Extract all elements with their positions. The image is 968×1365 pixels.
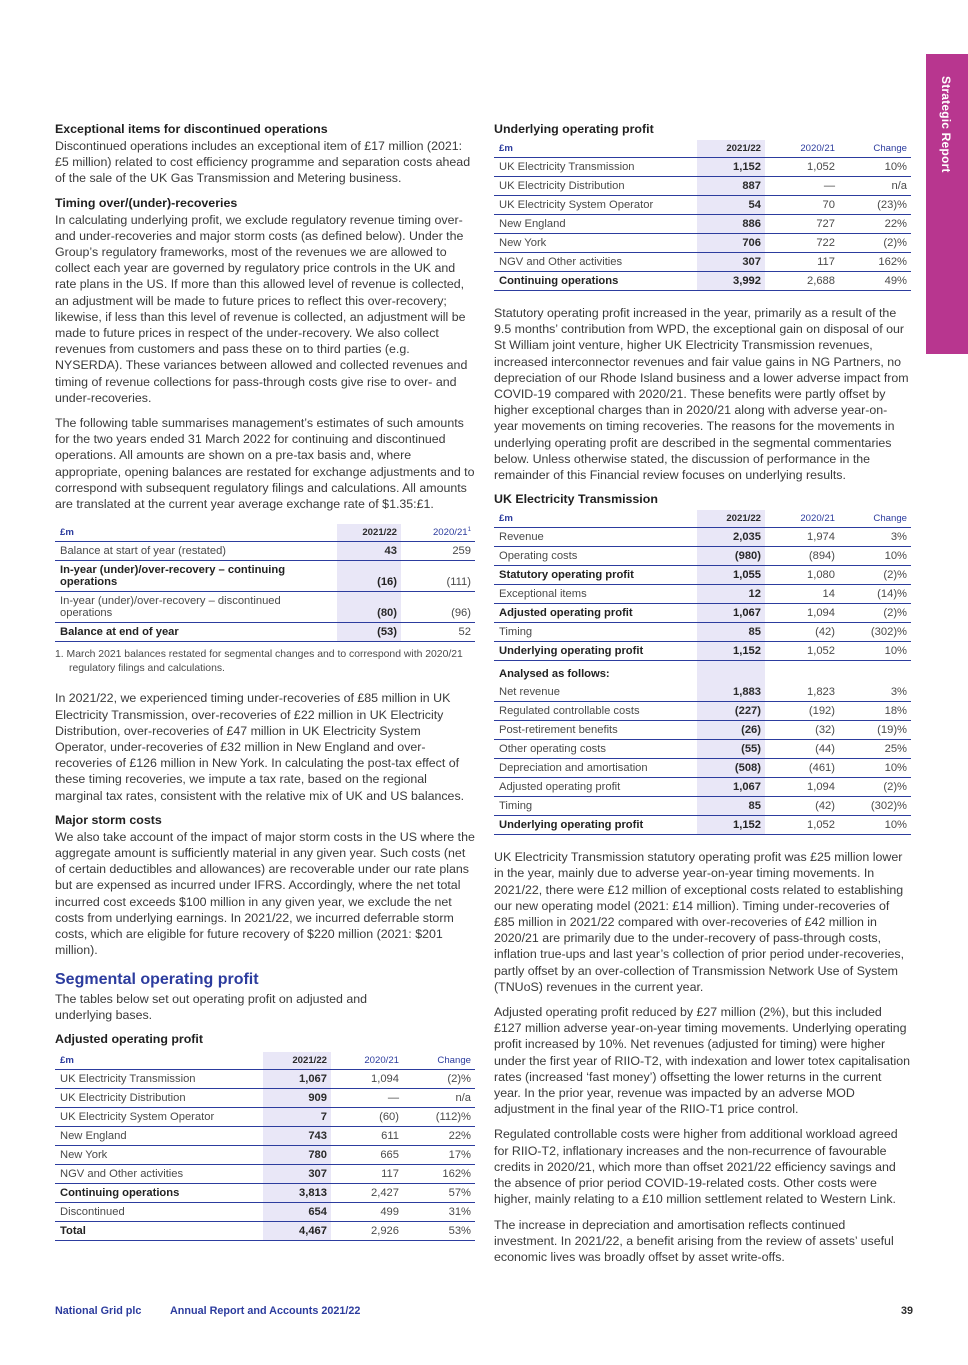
col-header: 2021/22: [697, 510, 765, 528]
table-row: [55, 1164, 475, 1183]
table-cell: 12: [697, 585, 765, 604]
table-cell: 499: [331, 1202, 403, 1221]
table-cell: UK Electricity Transmission: [494, 158, 697, 177]
uket-paragraph-3: Regulated controllable costs were higher from additional workload agreed for RIIO-T2, inflationary increases and the non-recurrence of favourable credits in 2020/21, which more than offset 2021/22 efficiency savings and the absence of prior period COVID-19-related costs. Other costs were higher, mainly relating to a £10 million settlement related to Western Link.: [494, 1127, 898, 1207]
right-column: [494, 122, 911, 1265]
table-cell: 886: [697, 215, 765, 234]
table-row: [55, 1107, 475, 1126]
table-cell: 1,067: [697, 778, 765, 797]
table-cell: 1,094: [765, 778, 839, 797]
table-cell: Operating costs: [494, 547, 697, 566]
table-row: [494, 797, 911, 816]
table-cell: 1,052: [765, 158, 839, 177]
table-cell: (508): [697, 759, 765, 778]
table-row: [494, 196, 911, 215]
table-cell: 1,067: [263, 1069, 331, 1088]
table-cell: UK Electricity System Operator: [55, 1107, 263, 1126]
table-cell: Underlying operating profit: [494, 642, 697, 661]
adjusted-table-title: Adjusted operating profit: [55, 1031, 203, 1046]
table-cell: New York: [494, 234, 697, 253]
table-cell: (14)%: [839, 585, 911, 604]
table-cell: (192): [765, 702, 839, 721]
timing-paragraph: In calculating underlying profit, we exclude regulatory revenue timing over- and under-recoveries and major storm costs (as defined below). Under the Group’s regulatory frameworks, most of the revenues we are allowed to collect each year are governed by regulatory price controls in the UK and rate plans in the US. If more than this allowed level of revenue is collected, an adjustment will be made to future prices to reflect this over-recovery; likewise, if less than this level of revenue is collected, an adjustment will be made to future prices in respect of the under-recovery. We also collect revenues from customers and pass these on to third parties (e.g. NYSERDA). These variances between allowed and collected revenues and timing of revenue collections for pass-through costs give rise to over- and under-recoveries.: [55, 212, 468, 405]
table-cell: —: [765, 177, 839, 196]
table-cell: 1,052: [765, 642, 839, 661]
table-row: [494, 604, 911, 623]
table-cell: 2,926: [331, 1221, 403, 1240]
table-cell: New England: [55, 1126, 263, 1145]
segmental-paragraph: The tables below set out operating profit on adjusted and underlying bases.: [55, 991, 368, 1022]
table-cell: 722: [765, 234, 839, 253]
table-cell: 743: [263, 1126, 331, 1145]
table-cell: Other operating costs: [494, 740, 697, 759]
table-cell: (2)%: [839, 604, 911, 623]
table-row: [494, 759, 911, 778]
table-cell: 1,055: [697, 566, 765, 585]
table-cell: 18%: [839, 702, 911, 721]
col-header: $2020/21^1$: [401, 524, 475, 542]
table-cell: (2)%: [839, 234, 911, 253]
table-cell: Statutory operating profit: [494, 566, 697, 585]
table-cell: 2,688: [765, 272, 839, 291]
table-row: [55, 1183, 475, 1202]
col-header: Change: [839, 510, 911, 528]
table-row: [55, 1126, 475, 1145]
table-cell: 654: [263, 1202, 331, 1221]
left-column: [55, 122, 475, 1241]
table-cell: (32): [765, 721, 839, 740]
table-row: [55, 1088, 475, 1107]
col-header: 2020/21: [765, 510, 839, 528]
table-cell: (44): [765, 740, 839, 759]
table-cell: 31%: [403, 1202, 475, 1221]
table-cell: 1,067: [697, 604, 765, 623]
uket-table: [494, 510, 911, 835]
table-row: Balance at start of year (restated) 43 259: [55, 542, 475, 561]
table-cell: UK Electricity Distribution: [494, 177, 697, 196]
table-cell: 117: [765, 253, 839, 272]
table-row: Balance at end of year (53) 52: [55, 623, 475, 642]
table-cell: (2)%: [839, 566, 911, 585]
table-cell: UK Electricity Distribution: [55, 1088, 263, 1107]
table-row: [494, 547, 911, 566]
table-row: [494, 177, 911, 196]
table-cell: 10%: [839, 158, 911, 177]
col-header: 2021/22: [263, 1052, 331, 1070]
table-cell: 706: [697, 234, 765, 253]
table-cell: NGV and Other activities: [55, 1164, 263, 1183]
table-cell: Total: [55, 1221, 263, 1240]
col-header: £m: [494, 510, 697, 528]
col-header: 2021/22: [697, 140, 765, 158]
table-cell: 117: [331, 1164, 403, 1183]
col-header: £m: [494, 140, 697, 158]
page-number: 39: [900, 1305, 913, 1317]
statutory-paragraph: Statutory operating profit increased in the year, primarily as a result of the 9.5 months’ contribution from WPD, the exceptional gain on disposal of our St William joint venture, higher UK Electricity Transmission revenues, increased interconnector revenues and fair value gains in NG Partners, no depreciation of our Rhode Island business and a lower adverse impact from COVID-19 compared with 2020/21. These benefits were partly offset by higher exceptional charges than in 2020/21 along with adverse year-on-year movements on timing recoveries. The reasons for the movements in underlying operating profit are described in the segmental commentaries below. Unless otherwise stated, the discussion of performance in the remainder of this Financial review focuses on underlying results.: [494, 306, 909, 483]
table-row: [494, 702, 911, 721]
table-cell: (894): [765, 547, 839, 566]
table-cell: 3,813: [263, 1183, 331, 1202]
table-cell: 1,974: [765, 528, 839, 547]
table-row: [494, 272, 911, 291]
table-cell: (2)%: [403, 1069, 475, 1088]
table-cell: 3%: [839, 528, 911, 547]
balance-table: [55, 524, 475, 642]
table-cell: 1,152: [697, 642, 765, 661]
table-cell: (23)%: [839, 196, 911, 215]
table-cell: 780: [263, 1145, 331, 1164]
uket-paragraph-2: Adjusted operating profit reduced by £27 million (2%), but this included £127 million adverse year-on-year timing movements. Underlying operating profit increased by 10%. Net revenues (adjusted for timing) were higher under the first year of RIIO-T2, with indexation and lower totex capitalisation rates (increased ‘fast money’) offsetting the lower returns in the current year. In the prior year, revenue was impacted by an adverse MOD adjustment in the final year of the RIIO-T1 price control.: [494, 1005, 910, 1117]
table-cell: 887: [697, 177, 765, 196]
table-cell: n/a: [403, 1088, 475, 1107]
table-cell: 1,094: [331, 1069, 403, 1088]
table-intro-paragraph: The following table summarises management’s estimates of such amounts for the two years ended 31 March 2022 for continuing and discontinued operations. All amounts are shown on a pre-tax basis and, where appropriate, opening balances are restated for exchange adjustments and to correspond with subsequent regulatory filings and calculations. All amounts are translated at the current year average exchange rate of $1.35:£1.: [55, 416, 475, 512]
table-cell: 611: [331, 1126, 403, 1145]
table-cell: 85: [697, 623, 765, 642]
table-cell: 307: [263, 1164, 331, 1183]
table-row: [494, 683, 911, 702]
table-cell: 1,883: [697, 683, 765, 702]
table-cell: Exceptional items: [494, 585, 697, 604]
recoveries-paragraph: In 2021/22, we experienced timing under-recoveries of £85 million in UK Electricity Transmission, over-recoveries of £22 million in UK Electricity Distribution, over-recoveries of £47 million in UK Electricity System Operator, under-recoveries of £32 million in New England and over-recoveries of £126 million in New York. In calculating the post-tax effect of these timing recoveries, we impute a tax rate, based on the regional marginal tax rates, consistent with the relative mix of UK and US balances.: [55, 691, 465, 803]
table-cell: 54: [697, 196, 765, 215]
table-cell: Adjusted operating profit: [494, 778, 697, 797]
table-cell: 727: [765, 215, 839, 234]
table-cell: 4,467: [263, 1221, 331, 1240]
table-row: In-year (under)/over-recovery – discontinued operations (80) (96): [55, 592, 475, 623]
table-row: [494, 721, 911, 740]
table-cell: 70: [765, 196, 839, 215]
table-cell: Adjusted operating profit: [494, 604, 697, 623]
table-cell: (26): [697, 721, 765, 740]
adjusted-profit-table: [55, 1052, 475, 1241]
table-footnote: 1. March 2021 balances restated for segmental changes and to correspond with 2020/21 regulatory filings and calculations.: [55, 649, 463, 675]
table-cell: 1,080: [765, 566, 839, 585]
underlying-table-title: Underlying operating profit: [494, 122, 654, 136]
table-row: [494, 158, 911, 177]
table-cell: Post-retirement benefits: [494, 721, 697, 740]
section-tab[interactable]: [926, 54, 968, 354]
col-header: £m: [55, 1052, 263, 1070]
col-header: 2020/21: [765, 140, 839, 158]
underlying-profit-table: [494, 140, 911, 291]
table-cell: n/a: [839, 177, 911, 196]
footer-report-title: Annual Report and Accounts 2021/22: [170, 1305, 361, 1317]
table-row: [494, 585, 911, 604]
table-cell: (227): [697, 702, 765, 721]
col-header: Change: [403, 1052, 475, 1070]
table-cell: (60): [331, 1107, 403, 1126]
table-cell: UK Electricity System Operator: [494, 196, 697, 215]
table-cell: 1,094: [765, 604, 839, 623]
table-cell: Continuing operations: [55, 1183, 263, 1202]
table-row: [55, 1145, 475, 1164]
table-cell: 7: [263, 1107, 331, 1126]
table-row: [494, 215, 911, 234]
uket-paragraph-4: The increase in depreciation and amortisation reflects continued investment. In 2021/22, a benefit arising from the review of assets’ useful economic lives was broadly offset by asset write-offs.: [494, 1217, 894, 1264]
table-cell: Regulated controllable costs: [494, 702, 697, 721]
table-cell: 10%: [839, 816, 911, 835]
uket-paragraph-1: UK Electricity Transmission statutory operating profit was £25 million lower in the year, mainly due to adverse year-on-year timing movements. In 2021/22, there were £12 million of exceptional costs related to establishing our new operating model (2021: £14 million). Timing under-recoveries of £85 million in 2021/22 compared with over-recoveries of £42 million in 2020/21 are primarily due to the under-recovery of pass-through costs, inflation true-ups and last year’s collection of prior period under-recoveries, partly offset by an over-collection of Transmission Network Use of System (TNUoS) revenues in the current year.: [494, 850, 905, 994]
table-cell: (19)%: [839, 721, 911, 740]
table-cell: 3%: [839, 683, 911, 702]
table-cell: Continuing operations: [494, 272, 697, 291]
table-row: In-year (under)/over-recovery – continuing operations (16) (111): [55, 561, 475, 592]
exceptional-paragraph: Discontinued operations includes an exceptional item of £17 million (2021: £5 million) related to cost efficiency programme and separation costs ahead of the sale of the UK Gas Transmission and Metering business.: [55, 139, 471, 186]
table-row: [494, 566, 911, 585]
table-cell: New England: [494, 215, 697, 234]
table-row: [494, 234, 911, 253]
table-row: [494, 623, 911, 642]
table-row: [55, 1221, 475, 1240]
table-cell: 25%: [839, 740, 911, 759]
table-cell: 10%: [839, 547, 911, 566]
table-row: [494, 528, 911, 547]
analysed-label-row: [494, 661, 911, 684]
table-cell: 17%: [403, 1145, 475, 1164]
table-cell: 1,152: [697, 816, 765, 835]
table-cell: (461): [765, 759, 839, 778]
table-cell: (302)%: [839, 623, 911, 642]
table-cell: (55): [697, 740, 765, 759]
table-cell: UK Electricity Transmission: [55, 1069, 263, 1088]
table-row: [494, 253, 911, 272]
table-cell: (112)%: [403, 1107, 475, 1126]
table-cell: 10%: [839, 642, 911, 661]
table-cell: 10%: [839, 759, 911, 778]
table-cell: Revenue: [494, 528, 697, 547]
table-row: [494, 816, 911, 835]
section-tab-label: Strategic Report: [939, 76, 953, 173]
table-cell: Discontinued: [55, 1202, 263, 1221]
table-cell: 49%: [839, 272, 911, 291]
table-row: [494, 642, 911, 661]
table-cell: Net revenue: [494, 683, 697, 702]
table-row: [55, 1202, 475, 1221]
col-header: Change: [839, 140, 911, 158]
table-cell: 1,152: [697, 158, 765, 177]
table-cell: 14: [765, 585, 839, 604]
table-cell: 85: [697, 797, 765, 816]
footer-company: National Grid plc: [55, 1305, 142, 1317]
table-cell: Underlying operating profit: [494, 816, 697, 835]
table-cell: 22%: [839, 215, 911, 234]
exceptional-heading: Exceptional items for discontinued operations: [55, 122, 328, 136]
table-cell: 162%: [403, 1164, 475, 1183]
table-cell: 162%: [839, 253, 911, 272]
table-cell: (42): [765, 797, 839, 816]
table-cell: (2)%: [839, 778, 911, 797]
table-cell: 53%: [403, 1221, 475, 1240]
table-cell: New York: [55, 1145, 263, 1164]
table-cell: 1,823: [765, 683, 839, 702]
table-cell: 3,992: [697, 272, 765, 291]
col-header: £m: [55, 524, 337, 542]
table-cell: 2,035: [697, 528, 765, 547]
table-cell: 57%: [403, 1183, 475, 1202]
timing-heading: Timing over/(under)-recoveries: [55, 195, 238, 210]
table-cell: 1,052: [765, 816, 839, 835]
table-row: [494, 778, 911, 797]
col-header: 2020/21: [331, 1052, 403, 1070]
table-cell: Depreciation and amortisation: [494, 759, 697, 778]
table-cell: —: [331, 1088, 403, 1107]
table-cell: (302)%: [839, 797, 911, 816]
table-cell: (980): [697, 547, 765, 566]
table-row: [494, 740, 911, 759]
table-cell: 909: [263, 1088, 331, 1107]
table-cell: 307: [697, 253, 765, 272]
col-header: 2021/22: [337, 524, 401, 542]
table-cell: 665: [331, 1145, 403, 1164]
analysed-label: Analysed as follows:: [499, 668, 610, 681]
segmental-heading: Segmental operating profit: [55, 970, 259, 988]
uket-table-title: UK Electricity Transmission: [494, 492, 658, 507]
table-cell: (42): [765, 623, 839, 642]
table-cell: 2,427: [331, 1183, 403, 1202]
table-cell: 22%: [403, 1126, 475, 1145]
table-cell: NGV and Other activities: [494, 253, 697, 272]
table-cell: Timing: [494, 797, 697, 816]
storm-paragraph: We also take account of the impact of major storm costs in the US where the aggregate amount is sufficiently material in any given year. Such costs (net of certain deductibles and allowances) are recoverable under our rate plans but are expensed as incurred under IFRS. Accordingly, where the net total incurred cost exceeds $100 million in any given year, we exclude the net costs from underlying earnings. In 2021/22, we incurred deferrable storm costs, which are eligible for future recovery of $220 million (2021: $201 million).: [55, 829, 475, 958]
table-cell: Timing: [494, 623, 697, 642]
storm-heading: Major storm costs: [55, 812, 162, 827]
table-row: [55, 1069, 475, 1088]
